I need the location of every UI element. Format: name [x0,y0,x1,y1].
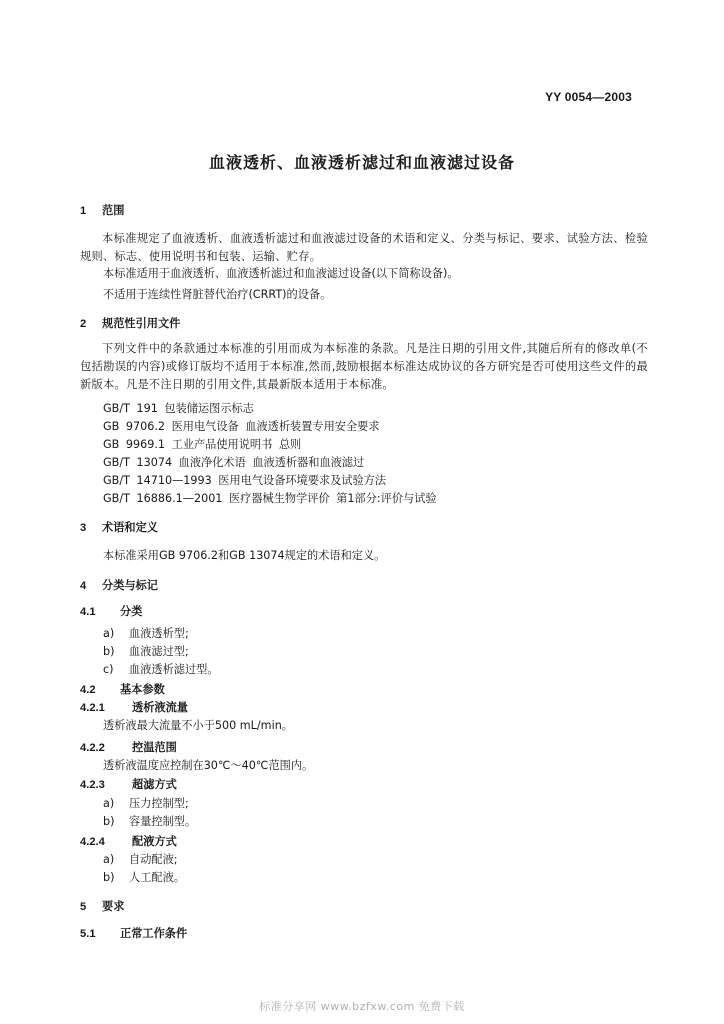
list-marker: b) [103,645,115,658]
section-title: 要求 [102,900,125,913]
section-3-paragraph: 本标准采用GB 9706.2和GB 13074规定的术语和定义。 [103,549,386,562]
section-4-heading [80,577,724,595]
list-item [103,795,724,813]
section-3-heading [80,519,724,537]
reference-item: GB/T 13074 血液净化术语 血液透析器和血液滤过 [103,456,365,469]
section-number: 4 [80,580,87,592]
section-2-heading [80,315,724,333]
section-title: 透析液流量 [132,701,188,714]
reference-item: GB/T 191 包装储运图示标志 [103,402,254,415]
section-5-heading [80,898,724,916]
list-marker: a) [103,627,115,640]
reference-item: GB 9706.2 医用电气设备 血液透析装置专用安全要求 [103,420,380,433]
subsection-4-2-2-heading [80,739,724,757]
reference-item: GB/T 16886.1—2001 医疗器械生物学评价 第1部分:评价与试验 [103,492,437,505]
paragraph: 透析液温度应控制在30℃～40℃范围内。 [103,759,314,772]
section-number: 2 [80,318,87,330]
document-title: 血液透析、血液透析滤过和血液滤过设备 [208,153,515,172]
paragraph: 透析液最大流量不小于500 mL/min。 [103,719,293,732]
section-number: 1 [80,205,87,217]
reference-item: GB 9969.1 工业产品使用说明书 总则 [103,438,302,451]
section-1-paragraph-2: 本标准适用于血液透析、血液透析滤过和血液滤过设备(以下简称设备)。 [103,267,459,280]
section-title: 分类 [120,605,143,618]
list-item [103,661,724,679]
section-title: 配液方式 [132,835,177,848]
list-marker: b) [103,815,115,828]
list-text: 血液透析型; [129,627,189,640]
list-item [103,813,724,831]
section-title: 范围 [102,204,125,217]
section-number: 4.2.3 [80,779,105,791]
section-number: 3 [80,522,87,534]
section-number: 4.2 [80,684,96,696]
section-number: 4.2.1 [80,702,105,714]
section-1-paragraph-1: 本标准规定了血液透析、血液透析滤过和血液滤过设备的术语和定义、分类与标记、要求、试验方法、检验规则、标志、使用说明书和包装、运输、贮存。 [80,232,648,263]
section-title: 控温范围 [132,741,177,754]
section-1-paragraph-3: 不适用于连续性肾脏替代治疗(CRRT)的设备。 [103,288,332,301]
section-title: 规范性引用文件 [102,317,181,330]
list-marker: a) [103,797,115,810]
list-text: 自动配液; [129,853,178,866]
list-text: 人工配液。 [129,871,185,884]
section-title: 分类与标记 [102,579,158,592]
section-title: 基本参数 [120,683,165,696]
subsection-4-1-heading [80,603,724,621]
list-marker: a) [103,853,115,866]
subsection-4-2-1-heading [80,699,724,717]
watermark-footer: 标准分享网 www.bzfxw.com 免费下载 [259,1000,465,1013]
section-2-paragraph: 下列文件中的条款通过本标准的引用而成为本标准的条款。凡是注日期的引用文件,其随后所有的修改单(不包括勘误的内容)或修订版均不适用于本标准,然而,鼓励根据本标准达成协议的各方研究是否可使用这些文件的最新版本。凡是不注日期的引用文件,其最新版本适用于本标准。 [80,342,648,391]
subsection-4-2-4-heading [80,833,724,851]
list-text: 容量控制型。 [129,815,197,828]
list-item [103,851,724,869]
subsection-4-2-heading [80,681,724,699]
list-item [103,869,724,887]
section-1-heading [80,202,724,220]
list-marker: c) [103,663,114,676]
list-marker: b) [103,871,115,884]
list-text: 血液滤过型; [129,645,189,658]
section-number: 4.2.2 [80,742,105,754]
standard-code: YY 0054—2003 [545,90,632,104]
section-title: 术语和定义 [102,521,158,534]
section-number: 5 [80,901,87,913]
list-item [103,643,724,661]
section-title: 正常工作条件 [120,927,188,940]
list-item [103,625,724,643]
list-text: 血液透析滤过型。 [129,663,219,676]
section-number: 5.1 [80,928,96,940]
reference-item: GB/T 14710—1993 医用电气设备环境要求及试验方法 [103,474,387,487]
section-title: 超滤方式 [132,778,177,791]
subsection-5-1-heading [80,925,724,943]
list-text: 压力控制型; [129,797,189,810]
section-number: 4.1 [80,606,96,618]
subsection-4-2-3-heading [80,776,724,794]
section-number: 4.2.4 [80,836,105,848]
